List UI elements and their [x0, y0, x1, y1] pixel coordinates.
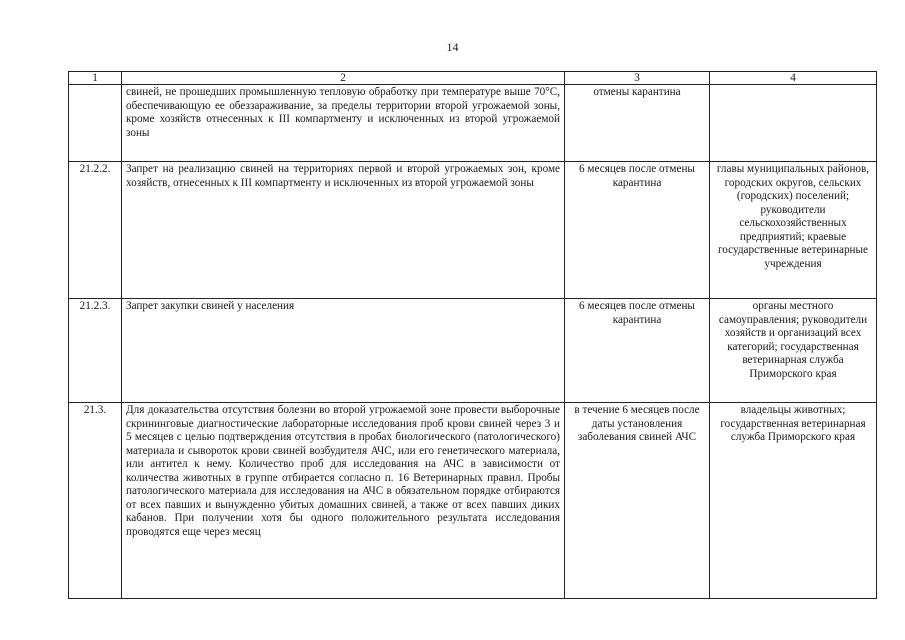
measure-text: Запрет закупки свиней у населения: [122, 299, 565, 403]
header-cell-2: 2: [122, 72, 565, 85]
table-row: [69, 162, 877, 299]
measures-table: [68, 71, 877, 599]
table-row: [69, 299, 877, 403]
table-row: [69, 403, 877, 599]
row-number: [69, 85, 122, 162]
responsible-text: владельцы животных; государственная ветеринарная служба Приморского края: [710, 403, 877, 599]
term-text: 6 месяцев после отмены карантина: [565, 299, 710, 403]
term-text: в течение 6 месяцев после даты установления заболевания свиней АЧС: [565, 403, 710, 599]
table-header-row: [69, 72, 877, 85]
table-row: [69, 85, 877, 162]
responsible-text: органы местного самоуправления; руководители хозяйств и организаций всех категорий; государственная ветеринарная служба Приморского края: [710, 299, 877, 403]
measure-text: свиней, не прошедших промышленную тепловую обработку при температуре выше 70°С, обеспечивающую ее обеззараживание, за пределы территории второй угрожаемой зоны, кроме хозяйств отнесенных к III компартменту и исключенных из второй угрожаемой зоны: [122, 85, 565, 162]
term-text: 6 месяцев после отмены карантина: [565, 162, 710, 299]
measure-text: Для доказательства отсутствия болезни во второй угрожаемой зоне провести выборочные скрининговые диагностические лабораторные исследования проб крови свиней через 3 и 5 месяцев с целью подтверждения отсутствия в пробах биологического (патологического) материала и сывороток крови свиней возбудителя АЧС, или его генетического материала, или антител к нему. Количество проб для исследования на АЧС в зависимости от количества животных в группе отбирается согласно п. 16 Ветеринарных правил. Пробы патологического материала для исследования на АЧС в обязательном порядке отбираются от всех павших и вынужденно убитых домашних свиней, а также от всех павших диких кабанов. При получении хотя бы одного положительного результата исследования проводятся еще через месяц: [122, 403, 565, 599]
header-cell-4: 4: [710, 72, 877, 85]
row-number: 21.2.2.: [69, 162, 122, 299]
row-number: 21.2.3.: [69, 299, 122, 403]
header-cell-3: 3: [565, 72, 710, 85]
measure-text: Запрет на реализацию свиней на территориях первой и второй угрожаемых зон, кроме хозяйств, отнесенных к III компартменту и исключенных из второй угрожаемой зоны: [122, 162, 565, 299]
term-text: отмены карантина: [565, 85, 710, 162]
responsible-text: [710, 85, 877, 162]
row-number: 21.3.: [69, 403, 122, 599]
responsible-text: главы муниципальных районов, городских округов, сельских (городских) поселений; руководители сельскохозяйственных предприятий; краевые государственные ветеринарные учреждения: [710, 162, 877, 299]
page-number: 14: [446, 40, 459, 54]
header-cell-1: 1: [69, 72, 122, 85]
